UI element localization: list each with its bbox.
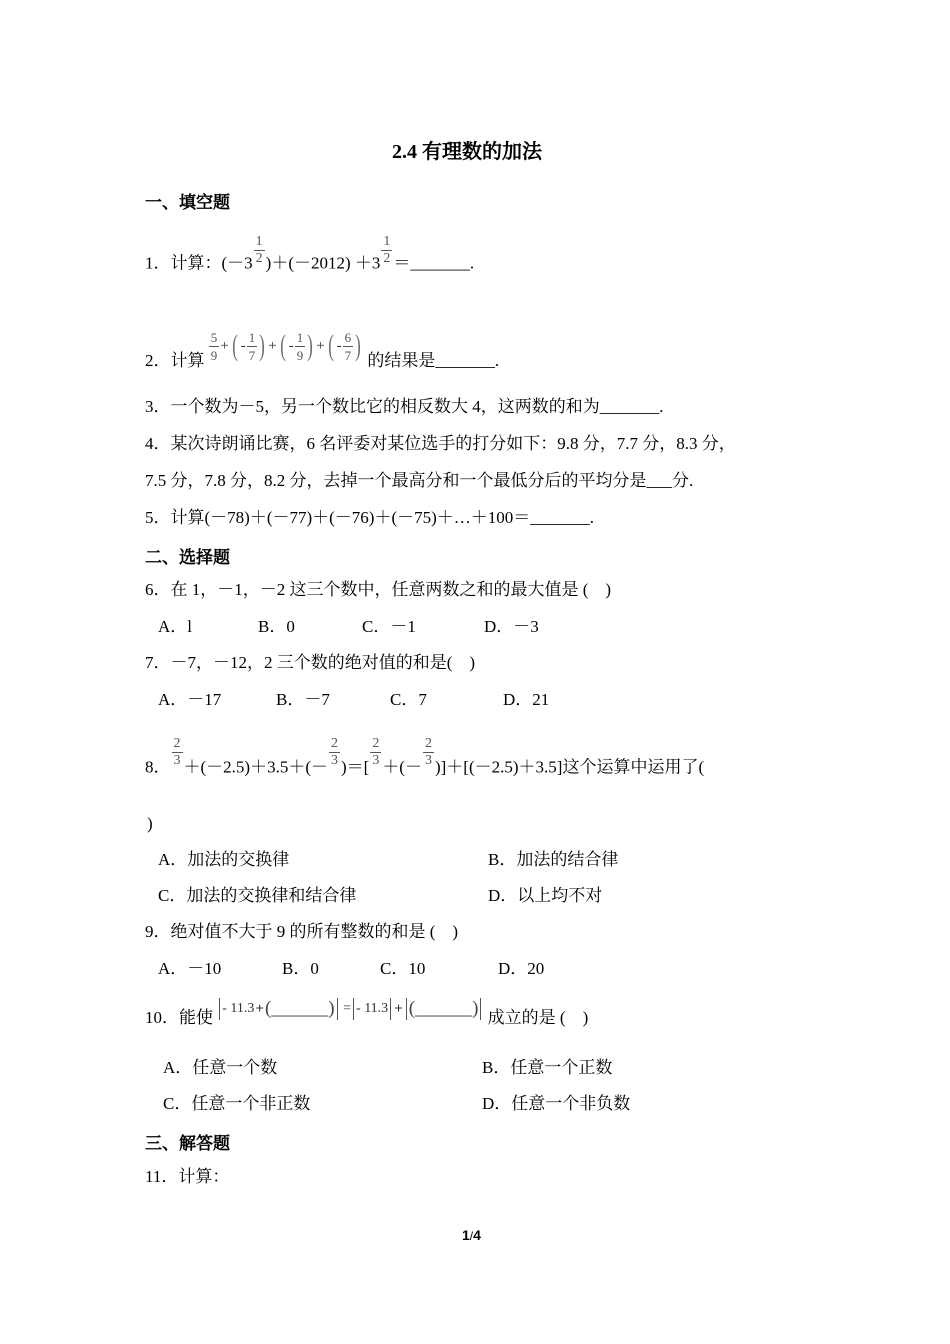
left-paren: ( [231, 329, 238, 362]
abs-bar [353, 998, 354, 1020]
q9-option-b: B．0 [282, 959, 319, 978]
q6-option-a: A．l [158, 617, 192, 636]
q2-suffix: 的结果是_______. [367, 350, 500, 370]
section-fill-blank: 一、填空题 [145, 193, 230, 212]
q8-fraction-3: $\frac{2}{3}$ [372, 736, 380, 768]
q7-option-a: A．－17 [158, 690, 222, 709]
q8-close-paren: ) [147, 814, 153, 833]
question-8 [145, 736, 705, 785]
plus-sign: + [316, 338, 325, 354]
q1-fraction-2: $\frac{1}{2}$ [383, 234, 391, 266]
q9-option-c: C．10 [380, 959, 426, 978]
question-10 [145, 997, 589, 1031]
q1-mid: )＋(－2012) ＋3 [265, 253, 381, 273]
left-paren: ( [327, 329, 334, 362]
minus-sign: - [336, 338, 342, 354]
abs-bar [390, 998, 391, 1020]
current-page: 1 [462, 1227, 470, 1243]
q8-option-a: A．加法的交换律 [158, 850, 290, 869]
q8-option-d: D．以上均不对 [488, 886, 603, 905]
question-6: 6．在 1，－1，－2 这三个数中，任意两数之和的最大值是 ( ) [145, 580, 612, 599]
question-11: 11．计算： [145, 1167, 230, 1186]
q10-option-a: A．任意一个数 [163, 1058, 278, 1077]
q10-option-b: B．任意一个正数 [482, 1058, 613, 1077]
equals-sign: = [343, 1001, 352, 1017]
q10-option-c: C．任意一个非正数 [163, 1094, 311, 1113]
right-paren: ) [259, 329, 265, 362]
q9-option-d: D．20 [498, 959, 545, 978]
q8-part-3: ＋(－ [382, 757, 422, 777]
q10-blank: (______) [408, 997, 479, 1019]
question-4-line-1: 4．某次诗朗诵比赛，6 名评委对某位选手的打分如下：9.8 分，7.7 分，8.3 分， [145, 434, 736, 453]
page-number [462, 1227, 481, 1243]
q7-option-b: B．－7 [276, 690, 330, 709]
question-3: 3．一个数为－5，另一个数比它的相反数大 4，这两数的和为_______. [145, 397, 664, 416]
abs-bar [406, 998, 407, 1020]
q2-fraction-1-9: $\frac{1}{9}$ [296, 329, 304, 363]
q7-option-d: D．21 [503, 690, 550, 709]
question-7: 7．－7，－12，2 三个数的绝对值的和是( ) [145, 653, 476, 672]
q10-prefix: 10．能使 [145, 1008, 213, 1027]
q8-fraction-2: $\frac{2}{3}$ [330, 736, 338, 768]
q6-option-c: C．－1 [362, 617, 416, 636]
q10-expression [217, 997, 483, 1021]
q8-option-b: B．加法的结合律 [488, 850, 619, 869]
q8-fraction-1: $\frac{2}{3}$ [173, 736, 181, 768]
q7-option-c: C．7 [390, 690, 427, 709]
question-4-line-2: 7.5 分，7.8 分，8.2 分，去掉一个最高分和一个最低分后的平均分是___分. [145, 471, 694, 490]
q10-blank: (______) [264, 997, 335, 1019]
question-9: 9．绝对值不大于 9 的所有整数的和是 ( ) [145, 922, 459, 941]
plus-sign: + [220, 338, 229, 354]
abs-bar [480, 998, 481, 1020]
q9-option-a: A．－10 [158, 959, 222, 978]
q8-part-2: )＝[ [340, 757, 370, 777]
q8-fraction-4: $\frac{2}{3}$ [424, 736, 432, 768]
q10-suffix: 成立的是 ( ) [487, 1008, 589, 1027]
abs-bar [219, 998, 220, 1020]
q10-value: - 11.3 [356, 1001, 389, 1017]
q2-expression [209, 324, 363, 368]
plus-sign: + [255, 1000, 264, 1017]
right-paren: ) [355, 329, 361, 362]
q8-option-c: C．加法的交换律和结合律 [158, 886, 357, 905]
plus-sign: + [268, 338, 277, 354]
q1-prefix: 1．计算：(－3 [145, 253, 253, 273]
q6-option-d: D．－3 [484, 617, 539, 636]
q1-fraction-1: $\frac{1}{2}$ [255, 234, 263, 266]
minus-sign: - [288, 338, 294, 354]
page-title: 2.4 有理数的加法 [392, 141, 542, 163]
q8-part-4: )]＋[(－2.5)＋3.5]这个运算中运用了( [434, 757, 705, 777]
minus-sign: - [240, 338, 246, 354]
abs-bar [337, 998, 338, 1020]
plus-sign: + [394, 1000, 403, 1017]
question-2 [145, 329, 500, 384]
total-pages: 4 [473, 1227, 481, 1243]
q1-suffix: ＝_______. [393, 253, 475, 273]
q2-fraction-6-7: $\frac{6}{7}$ [344, 329, 352, 363]
q6-option-b: B．0 [258, 617, 295, 636]
page-separator: / [469, 1229, 474, 1243]
section-answer: 三、解答题 [145, 1134, 230, 1153]
q8-part-1: ＋(－2.5)＋3.5＋(－ [183, 757, 328, 777]
question-5: 5．计算(－78)＋(－77)＋(－76)＋(－75)＋…＋100＝_______. [145, 508, 595, 527]
right-paren: ) [307, 329, 313, 362]
q10-option-d: D．任意一个非负数 [482, 1094, 631, 1113]
q2-fraction-1-7: $\frac{1}{7}$ [248, 329, 256, 363]
section-choice: 二、选择题 [145, 548, 230, 567]
q2-fraction-5-9: $\frac{5}{9}$ [210, 329, 218, 363]
q2-prefix: 2．计算 [145, 350, 205, 370]
q8-prefix: 8． [145, 757, 171, 777]
q10-value: - 11.3 [222, 1001, 255, 1017]
left-paren: ( [279, 329, 286, 362]
question-1 [145, 234, 475, 281]
